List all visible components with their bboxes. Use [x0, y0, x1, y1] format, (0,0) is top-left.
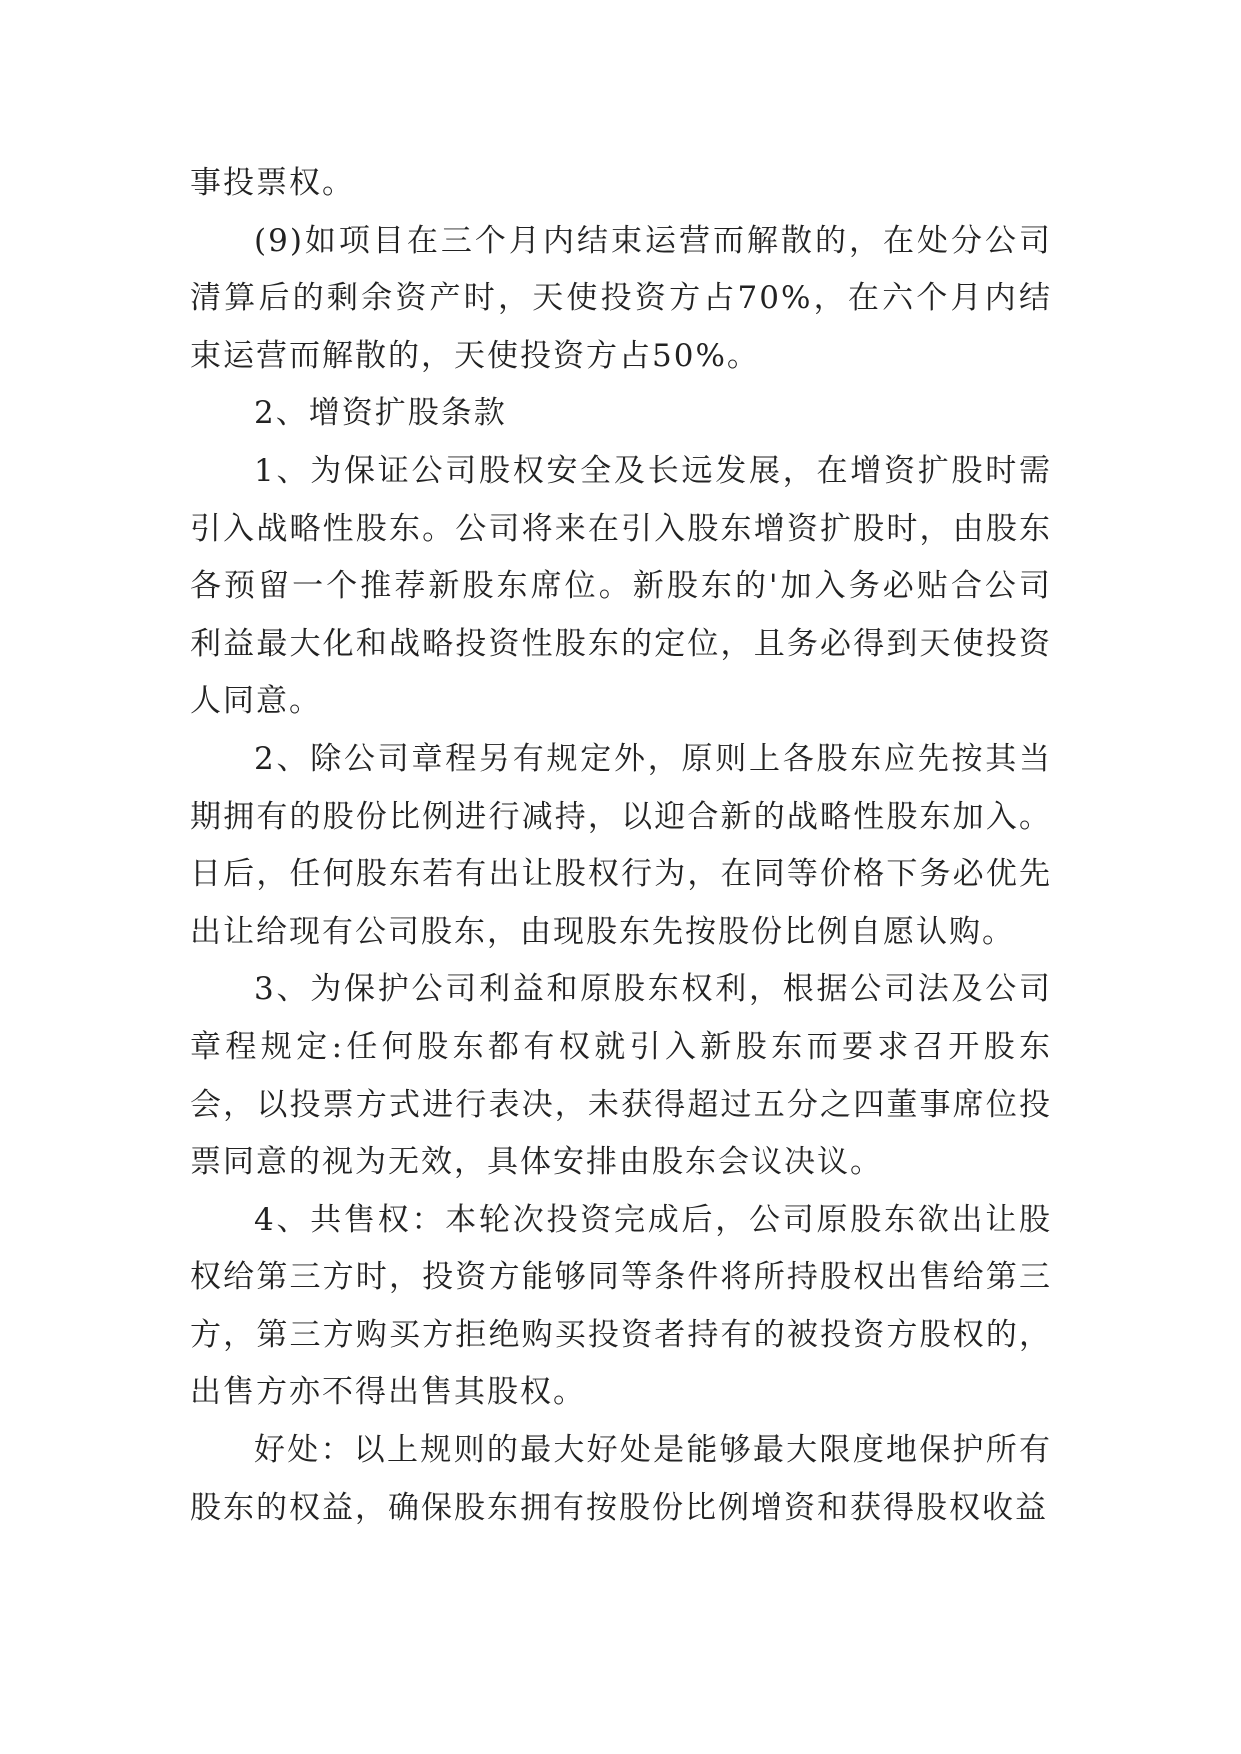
paragraph-7: 4、共售权：本轮次投资完成后，公司原股东欲出让股权给第三方时，投资方能够同等条件将所持股权出售给第三方，第三方购买方拒绝购买投资者持有的被投资方股权的，出售方亦不得出售其股权。 [190, 1201, 1052, 1411]
paragraph-4: 1、为保证公司股权安全及长远发展，在增资扩股时需引入战略性股东。公司将来在引入股东增资扩股时，由股东各预留一个推荐新股东席位。新股东的'加入务必贴合公司利益最大化和战略投资性股东的定位，且务必得到天使投资人同意。 [190, 452, 1052, 720]
document-body [190, 155, 1052, 1537]
paragraph-6: 3、为保护公司利益和原股东权利，根据公司法及公司章程规定:任何股东都有权就引入新股东而要求召开股东会，以投票方式进行表决，未获得超过五分之四董事席位投票同意的视为无效，具体安排由股东会议决议。 [190, 971, 1052, 1181]
paragraph-2: (9)如项目在三个月内结束运营而解散的，在处分公司清算后的剩余资产时，天使投资方占70%，在六个月内结束运营而解散的，天使投资方占50%。 [190, 222, 1052, 374]
paragraph-5: 2、除公司章程另有规定外，原则上各股东应先按其当期拥有的股份比例进行减持，以迎合新的战略性股东加入。日后，任何股东若有出让股权行为，在同等价格下务必优先出让给现有公司股东，由现股东先按股份比例自愿认购。 [190, 740, 1052, 950]
section-heading: 2、增资扩股条款 [254, 395, 507, 432]
paragraph-1: 事投票权。 [190, 165, 355, 201]
paragraph-8: 好处：以上规则的最大好处是能够最大限度地保护所有股东的权益，确保股东拥有按股份比例增资和获得股权收益 [190, 1432, 1052, 1526]
